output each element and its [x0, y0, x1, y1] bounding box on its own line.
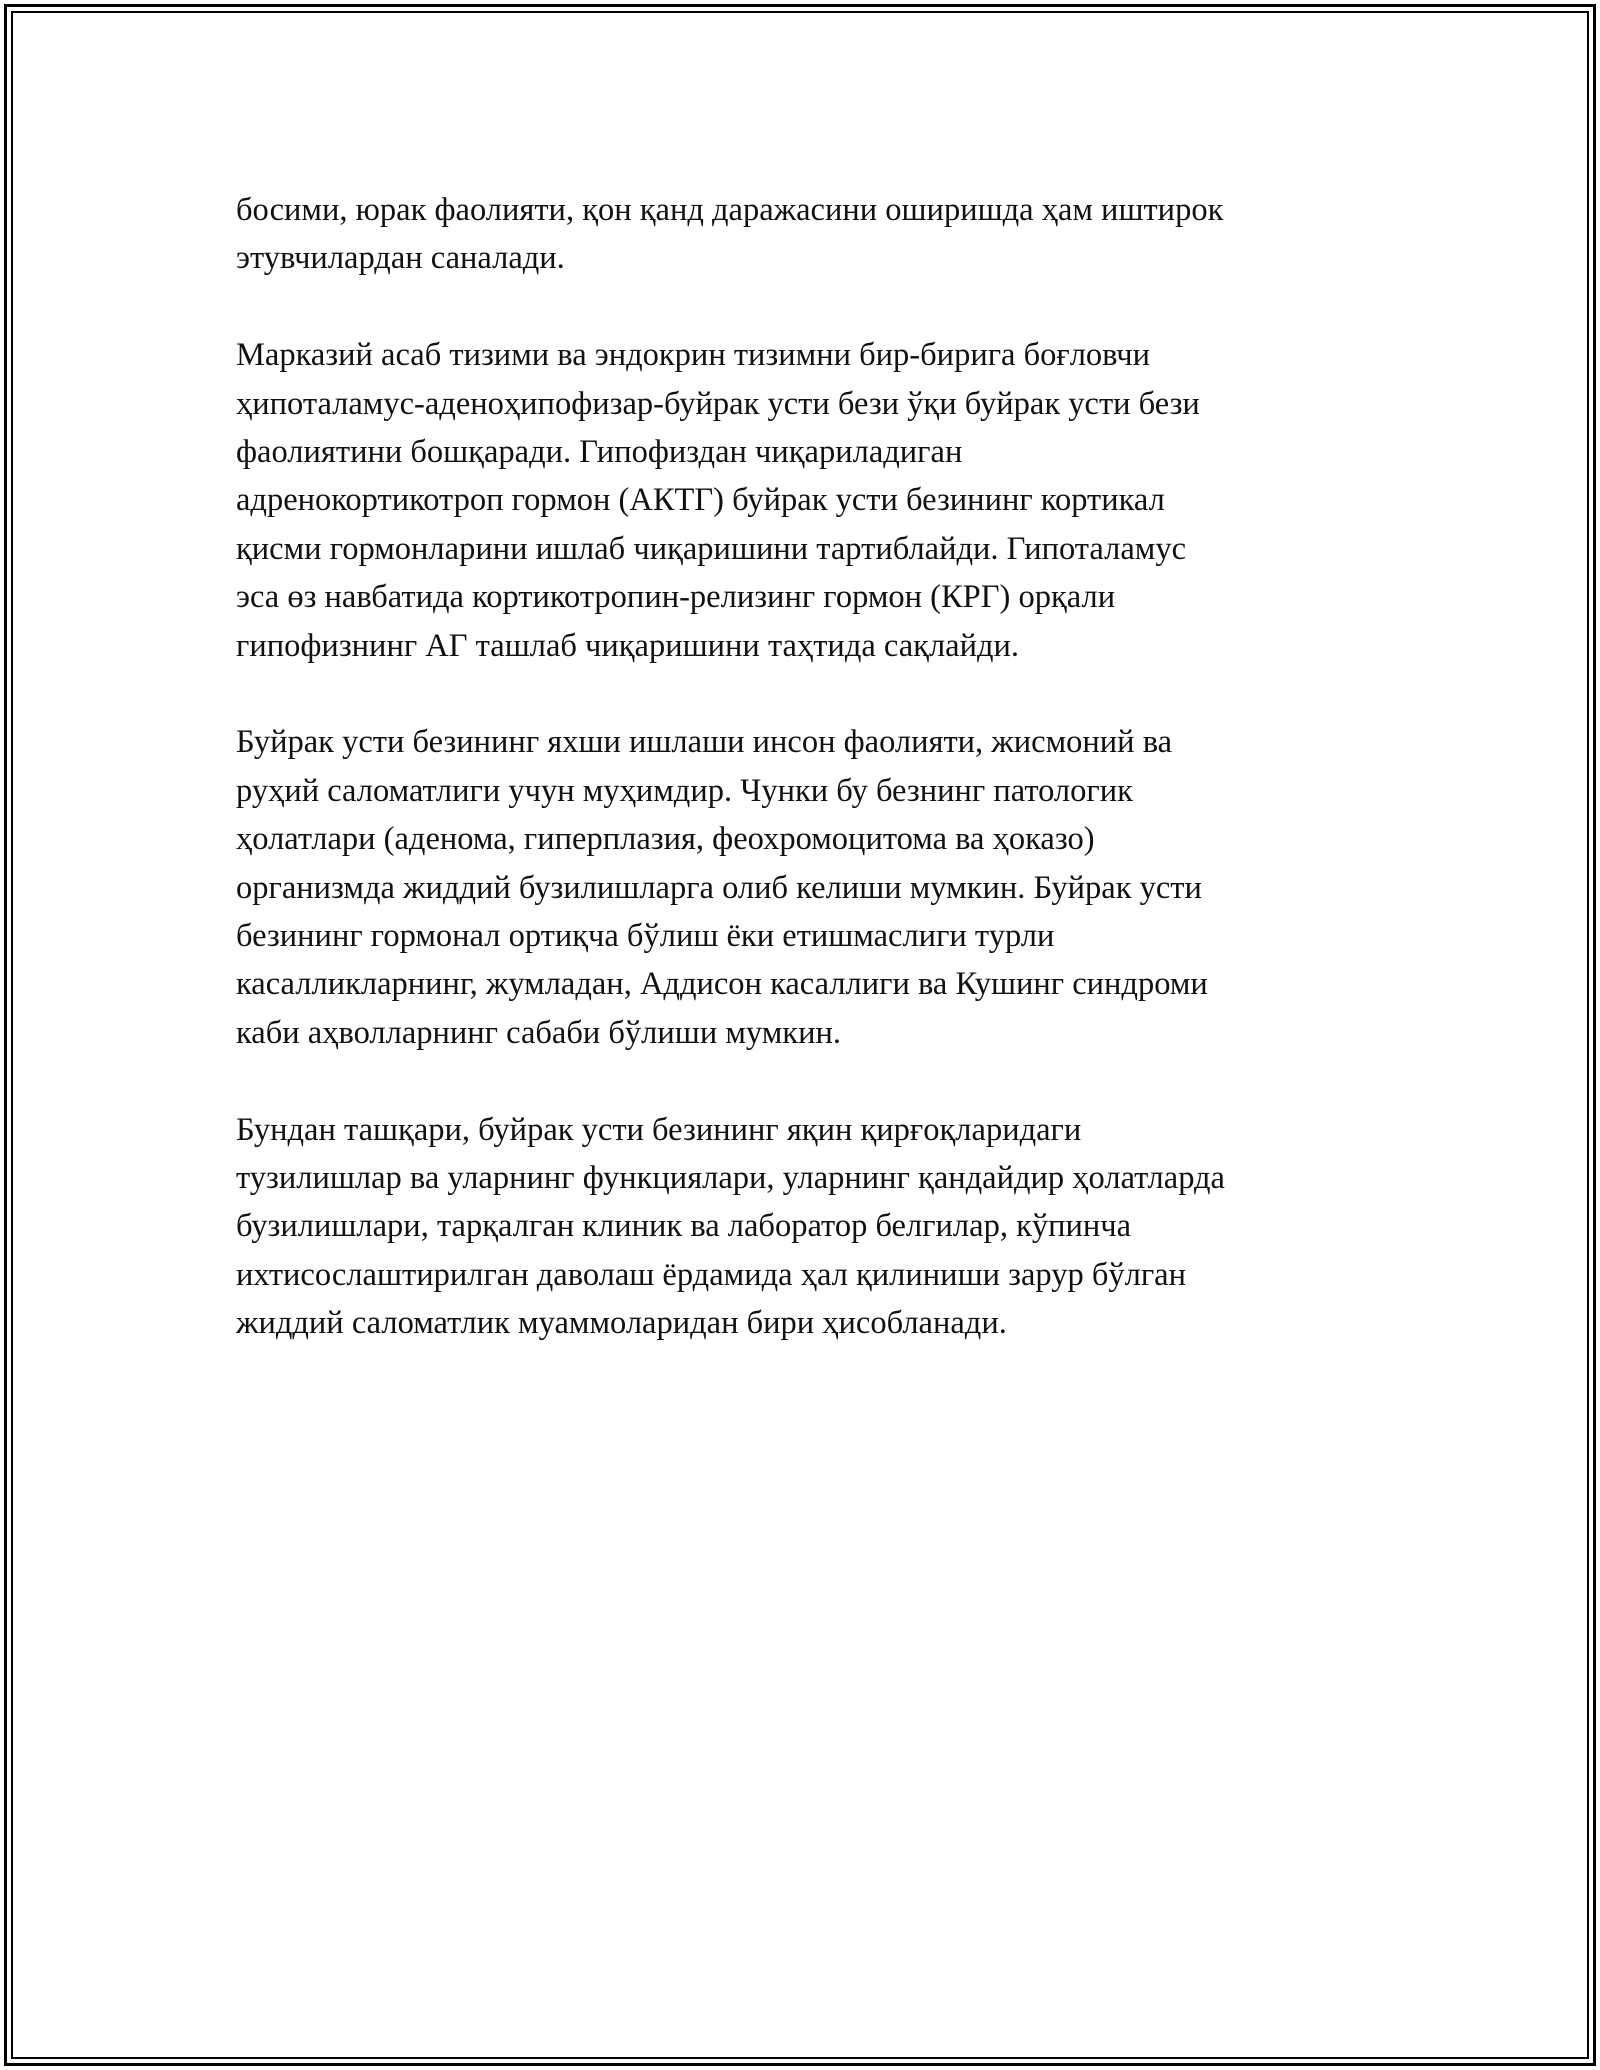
paragraph-1: [236, 186, 1376, 283]
text-line: жиддий саломатлик муаммоларидан бири ҳисобланади.: [236, 1305, 1007, 1342]
text-line: қисми гормонларини ишлаб чиқаришини тартиблайди. Гипоталамус: [236, 530, 1187, 567]
text-line: безининг гормонал ортиқча бўлиш ёки етишмаслиги турли: [236, 918, 1055, 955]
text-line: руҳий саломатлиги учун муҳимдир. Чунки бу безнинг патологик: [236, 772, 1133, 809]
text-line: тузилишлар ва уларнинг функциялари, уларнинг қандайдир ҳолатларда: [236, 1160, 1225, 1197]
text-line: ҳипоталамус-аденоҳипофизар-буйрак усти бези ўқи буйрак усти бези: [236, 385, 1200, 422]
text-line: ихтисослаштирилган даволаш ёрдамида ҳал қилиниши зарур бўлган: [236, 1256, 1186, 1293]
text-line: фаолиятини бошқаради. Гипофиздан чиқариладиган: [236, 434, 963, 471]
text-line: организмда жиддий бузилишларга олиб келиши мумкин. Буйрак усти: [236, 869, 1202, 906]
text-line: гипофизнинг АГ ташлаб чиқаришини таҳтида сақлайди.: [236, 627, 1020, 664]
text-line: этувчилардан саналади.: [236, 240, 565, 277]
paragraph-3: [236, 718, 1376, 1057]
text-line: адренокортикотроп гормон (АКТГ) буйрак усти безининг кортикал: [236, 482, 1165, 519]
paragraph-4: [236, 1106, 1376, 1348]
document-body: [236, 186, 1376, 1396]
paragraph-2: [236, 331, 1376, 670]
text-line: бузилишлари, тарқалган клиник ва лаборатор белгилар, кўпинча: [236, 1208, 1132, 1245]
text-line: касалликларнинг, жумладан, Аддисон касаллиги ва Кушинг синдроми: [236, 966, 1208, 1003]
text-line: эса өз навбатида кортикотропин-релизинг гормон (КРГ) орқали: [236, 579, 1116, 616]
text-line: босими, юрак фаолияти, қон қанд даражасини оширишда ҳам иштирок: [236, 192, 1224, 228]
text-line: Марказий асаб тизими ва эндокрин тизимни бир-бирига боғловчи: [236, 337, 1151, 374]
text-line: ҳолатлари (аденома, гиперплазия, феохромоцитома ва ҳоказо): [236, 821, 1095, 858]
text-line: Буйрак усти безининг яхши ишлаши инсон фаолияти, жисмоний ва: [236, 724, 1173, 761]
text-line: Бундан ташқари, буйрак усти безининг яқин қирғоқларидаги: [236, 1111, 1082, 1148]
text-line: каби аҳволларнинг сабаби бўлиши мумкин.: [236, 1014, 841, 1051]
